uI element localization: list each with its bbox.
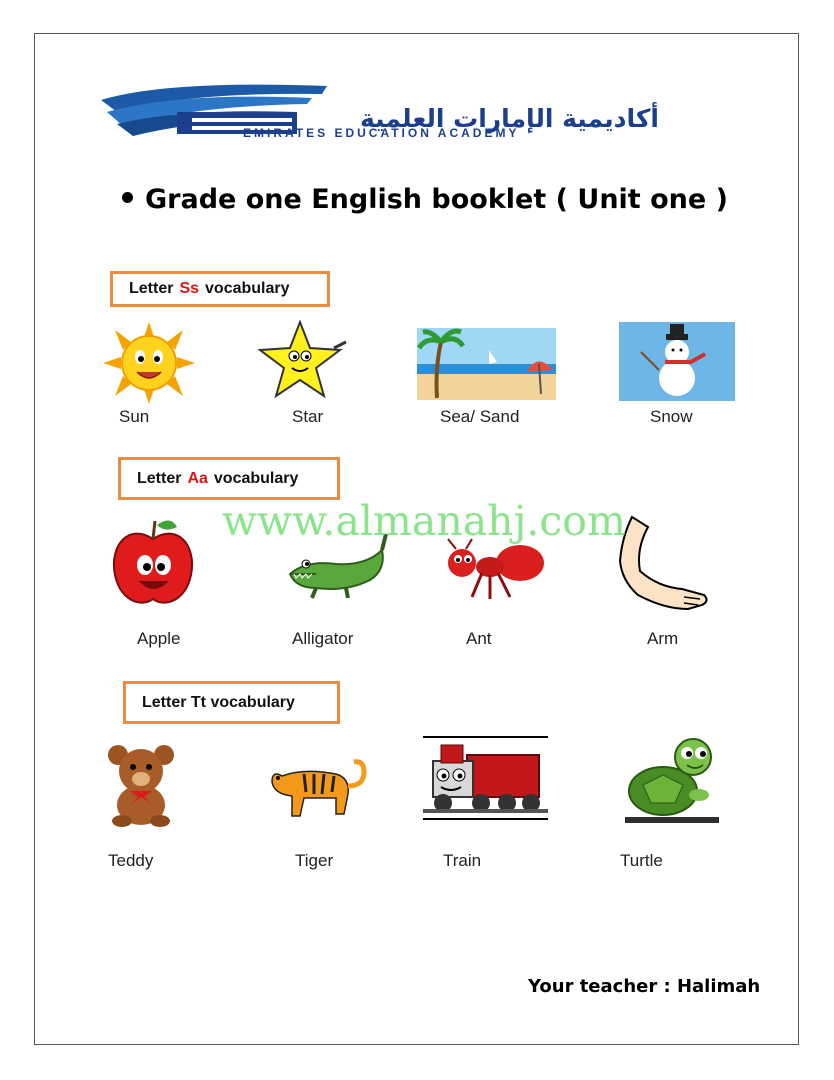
caption-sun: Sun (119, 407, 150, 426)
watermark: www.almanahj.com (222, 497, 626, 545)
caption-arm: Arm (647, 629, 679, 648)
logo-arabic-text: أكاديمية الإمارات العلمية (360, 104, 659, 133)
logo-english-text: EMIRATES EDUCATION ACADEMY (243, 126, 520, 140)
teddy-icon (102, 741, 184, 827)
page-title (122, 184, 728, 215)
snowman-icon (619, 322, 735, 401)
beach-icon (417, 328, 556, 400)
ant-icon (434, 537, 548, 601)
bullet-icon (122, 192, 133, 203)
caption-turtle: Turtle (620, 851, 663, 870)
train-icon (423, 735, 548, 821)
star-icon (258, 320, 350, 400)
highlight-letter: Aa (187, 469, 208, 487)
sun-icon (103, 322, 195, 404)
section-label-t: Letter Tt vocabulary (123, 681, 340, 724)
arm-icon (618, 513, 710, 615)
caption-apple: Apple (137, 629, 181, 648)
caption-star: Star (292, 407, 324, 426)
caption-ant: Ant (466, 629, 492, 648)
turtle-icon (623, 735, 720, 825)
caption-tiger: Tiger (295, 851, 334, 870)
teacher-credit: Your teacher : Halimah (528, 976, 761, 997)
caption-alligator: Alligator (292, 629, 354, 648)
label-prefix: Letter (137, 469, 182, 487)
label-suffix: vocabulary (205, 280, 290, 297)
section-label-s (110, 271, 330, 307)
title-text: Grade one English booklet ( Unit one ) (145, 184, 728, 215)
caption-teddy: Teddy (108, 851, 154, 870)
highlight-letter: Ss (179, 280, 200, 297)
caption-train: Train (443, 851, 482, 870)
section-label-a (118, 457, 340, 500)
caption-sea-sand: Sea/ Sand (440, 407, 520, 426)
label-prefix: Letter (129, 280, 174, 297)
caption-snow: Snow (650, 407, 693, 426)
tiger-icon (264, 752, 370, 822)
apple-icon (109, 515, 197, 610)
label-suffix: vocabulary (213, 469, 299, 487)
